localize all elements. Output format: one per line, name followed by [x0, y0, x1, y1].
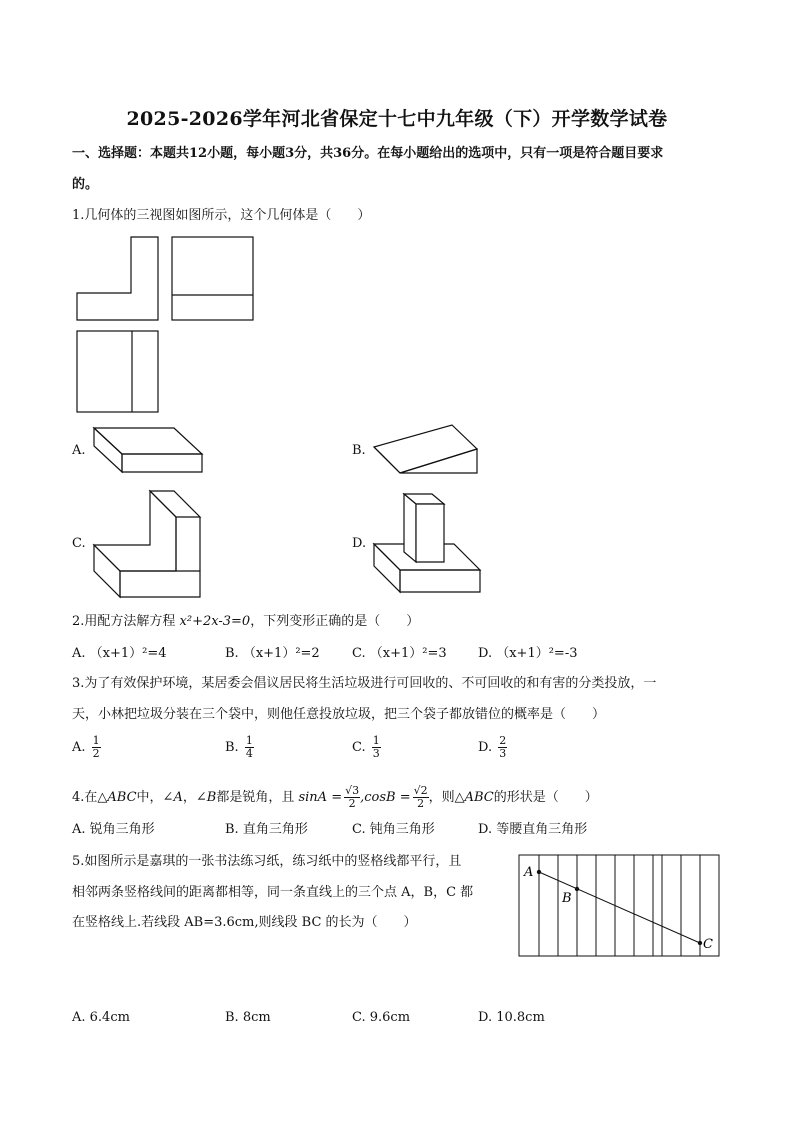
q4-option-c: C. 钝角三角形	[352, 822, 435, 837]
q3-option-c-fraction	[372, 735, 381, 760]
q3-option-c	[352, 735, 381, 760]
q1-option-b-label: B.	[352, 443, 366, 458]
q4-angle-a: A	[173, 790, 183, 805]
q4-option-a: A. 锐角三角形	[72, 822, 155, 837]
q4-text-1: 4.在△	[72, 790, 108, 805]
q5-option-a: A. 6.4cm	[72, 1010, 130, 1025]
q1-side-view	[171, 236, 255, 322]
q5-grid-figure	[518, 854, 722, 958]
q3-option-b	[225, 735, 254, 760]
q2-option-d: D. （x+1）²=-3	[478, 646, 578, 661]
q1-option-d-label: D.	[352, 536, 367, 551]
numerator: 1	[372, 734, 380, 747]
q2-option-b: B. （x+1）²=2	[225, 646, 320, 661]
numerator: 2	[499, 734, 507, 747]
q3-option-b-fraction	[245, 735, 254, 760]
q5-option-c: C. 9.6cm	[352, 1010, 411, 1025]
q3-option-a-fraction	[92, 735, 101, 760]
q4-triangle-name-2: ABC	[464, 790, 494, 805]
denominator: 2	[417, 797, 425, 810]
q2-option-c: C. （x+1）²=3	[352, 646, 447, 661]
q1-option-b-figure	[372, 423, 480, 475]
denominator: 2	[348, 797, 356, 810]
numerator: √3	[345, 784, 360, 797]
q5-point-a-label: A	[524, 865, 534, 880]
q4-sin-expression: sinA =	[298, 790, 343, 805]
numerator: √2	[413, 784, 428, 797]
q3-option-c-label: C.	[352, 740, 366, 755]
q2-equation: x²+2x-3=0	[179, 614, 251, 629]
q4-angle-b: B	[206, 790, 217, 805]
q5-stem-line3: 在竖格线上.若线段 AB=3.6cm,则线段 BC 的长为（ ）	[72, 915, 417, 930]
denominator: 3	[499, 747, 507, 760]
q2-stem	[72, 614, 419, 630]
section-heading-line2: 的。	[72, 177, 99, 192]
q4-option-d: D. 等腰直角三角形	[478, 822, 588, 837]
q4-text-4: 都是锐角，且	[216, 790, 295, 805]
q1-stem: 1.几何体的三视图如图所示，这个几何体是（ ）	[72, 208, 371, 223]
q4-text-5: ，则△	[428, 790, 465, 805]
q4-triangle-name: ABC	[107, 790, 137, 805]
q3-option-d-label: D.	[478, 740, 493, 755]
q5-stem-line2: 相邻两条竖格线间的距离都相等，同一条直线上的三个点 A，B，C 都	[72, 885, 474, 900]
q2-stem-prefix: 2.用配方法解方程	[72, 614, 180, 629]
q5-stem-line1: 5.如图所示是嘉琪的一张书法练习纸，练习纸中的竖格线都平行，且	[72, 854, 462, 869]
q3-stem-line1: 3.为了有效保护环境，某居委会倡议居民将生活垃圾进行可回收的、不可回收的和有害的分类投放，一	[72, 676, 657, 691]
section-heading-line1: 一、选择题：本题共12小题，每小题3分，共36分。在每小题给出的选项中，只有一项是符合题目要求	[72, 146, 664, 161]
q3-option-a-label: A.	[72, 740, 86, 755]
denominator: 3	[372, 747, 380, 760]
q1-option-c-label: C.	[72, 536, 86, 551]
q3-option-b-label: B.	[225, 740, 239, 755]
numerator: 1	[92, 734, 100, 747]
q5-point-b-label: B	[562, 891, 572, 906]
denominator: 4	[245, 747, 253, 760]
q4-sin-fraction	[344, 785, 360, 810]
q3-option-d-fraction	[498, 735, 507, 760]
q1-top-view	[76, 330, 160, 414]
q1-option-a-figure	[92, 426, 204, 474]
q3-stem-line2: 天，小林把垃圾分装在三个袋中，则他任意投放垃圾，把三个袋子都放错位的概率是（ ）	[72, 707, 606, 722]
q4-cos-expression: ,cosB =	[360, 790, 411, 805]
q1-option-c-figure	[92, 489, 204, 601]
q1-front-view	[76, 236, 160, 322]
q4-text-6: 的形状是（ ）	[493, 790, 598, 805]
q3-option-a	[72, 735, 101, 760]
q5-option-b: B. 8cm	[225, 1010, 271, 1025]
q1-option-a-label: A.	[72, 443, 86, 458]
q4-option-b: B. 直角三角形	[225, 822, 308, 837]
page-title: 2025-2026学年河北省保定十七中九年级（下）开学数学试卷	[126, 108, 668, 130]
q4-stem	[72, 785, 598, 810]
q5-option-d: D. 10.8cm	[478, 1010, 545, 1025]
denominator: 2	[92, 747, 100, 760]
q5-point-c-label: C	[703, 937, 713, 952]
q1-option-d-figure	[372, 492, 484, 596]
q2-option-a: A. （x+1）²=4	[72, 646, 167, 661]
q2-stem-suffix: ，下列变形正确的是（ ）	[250, 614, 420, 629]
q4-text-2: 中，∠	[136, 790, 174, 805]
numerator: 1	[245, 734, 253, 747]
q3-option-d	[478, 735, 507, 760]
q4-cos-fraction	[413, 785, 429, 810]
q4-text-3: ，∠	[182, 790, 207, 805]
